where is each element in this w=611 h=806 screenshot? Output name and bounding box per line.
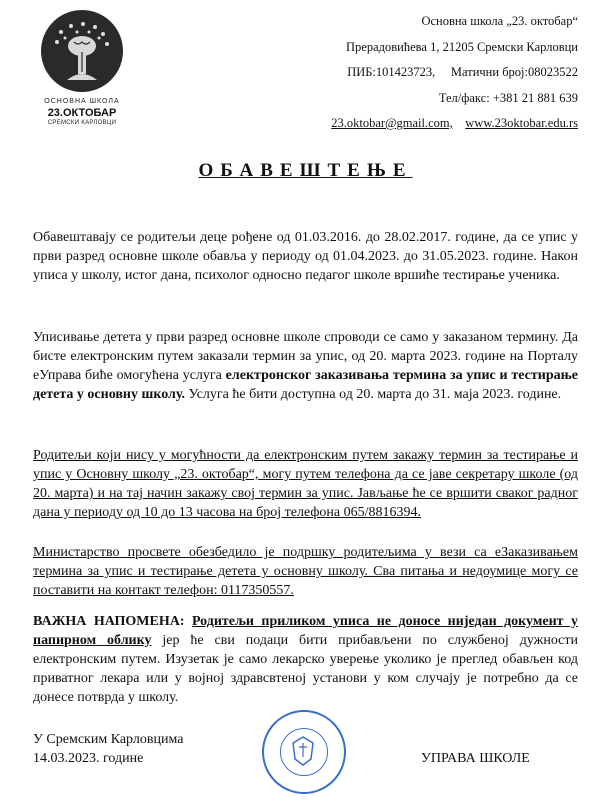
footer-signature: УПРАВА ШКОЛЕ (421, 751, 530, 766)
page-title: ОБАВЕШТЕЊЕ (198, 160, 413, 181)
important-note (33, 612, 578, 707)
paragraph-text: Уписивање детета у први разред основне школе спроводи се само у заказаном термину. Да бисте електронским путем заказали термин за упис, од 20. марта 2023. године на Порталу еУправа биће омогућена услуга (33, 330, 578, 383)
header-contacts (331, 116, 578, 131)
school-logo (34, 10, 130, 128)
paragraph-ministry-support: Министарство просвете обезбедило је подршку родитељима у вези са еЗаказивањем термина за упис и тестирање детета у основну школу. Сва питања и недоумице могу се поставити на контакт телефон: 0117350557. (33, 545, 578, 598)
paragraph-online-scheduling (33, 328, 578, 404)
note-text: јер ће сви подаци бити прибављени по службеној дужности електронским путем. Изузетак је само лекарско уверење уколико је преглед обављен код приватног лекара или у војној здравсвтеној установи у ком случају је потребно да се донесе потврда у школу. (33, 633, 578, 705)
header-phone: Тел/факс: +381 21 881 639 (438, 91, 578, 105)
website-link[interactable]: www.23oktobar.edu.rs (465, 116, 578, 130)
header-school-name: Основна школа „23. октобар“ (421, 14, 578, 28)
header-address: Прерадовићева 1, 21205 Сремски Карловци (346, 40, 578, 54)
coat-of-arms-icon (280, 728, 328, 776)
footer-place: У Сремским Карловцима (33, 732, 184, 747)
email-link[interactable]: 23.oktobar@gmail.com, (331, 116, 453, 130)
paragraph-bold-text: електронског заказивања термина за упис и тестирање детета у основну школу. (33, 368, 578, 402)
paragraph-text: Услуга ће бити доступна од 20. марта до 31. маја 2023. године. (184, 387, 562, 402)
logo-city-text: СРЕМСКИ КАРЛОВЦИ (47, 120, 117, 126)
official-stamp (262, 710, 346, 794)
footer-date: 14.03.2023. године (33, 751, 144, 766)
tree-emblem-icon (41, 10, 123, 92)
header-ids: ПИБ:101423723, Матични број:08023522 (347, 65, 578, 79)
logo-school-text: ОСНОВНА ШКОЛА (44, 98, 120, 105)
logo-school-name: 23.ОКТОБАР (47, 107, 117, 119)
paragraph-enrollment-period: Обавештавају се родитељи деце рођене од 01.03.2016. до 28.02.2017. године, да се упис у први разред основне школе обавља у периоду од 01.04.2023. до 31.05.2023. године. Након уписа у школу, истог дана, психолог односно педагог школе вршиће тестирање ученика. (33, 230, 578, 283)
note-label: ВАЖНА НАПОМЕНА: (33, 614, 185, 629)
note-emphasis: Родитељи приликом уписа не доносе ниједан документ у папирном облику (33, 614, 578, 648)
paragraph-phone-scheduling: Родитељи који нису у могућности да електронским путем закажу термин за тестирање и упис у Основну школу „23. октобар“, могу путем телефона да се јаве секретару школе (од 20. марта) и на тај начин закажу свој термин за упис. Јављање ће се вршити сваког радног дана у периоду од 10 до 13 часова на број телефона 065/8816394. (33, 448, 578, 520)
